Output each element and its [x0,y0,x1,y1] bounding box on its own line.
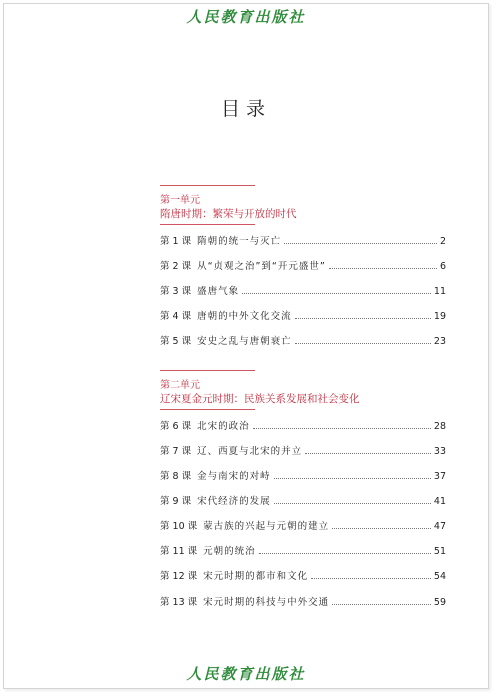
toc-entry[interactable] [160,594,446,608]
lesson-number: 第 10 课 [160,521,198,532]
dot-leader [329,268,437,269]
dot-leader [311,578,431,579]
unit-top-rule [160,370,255,371]
unit-subtitle: 辽宋夏金元时期：民族关系发展和社会变化 [160,393,360,405]
page-number: 2 [439,236,446,247]
toc-entry[interactable] [160,258,446,272]
publisher-logo-top: 人民教育出版社 [186,8,306,26]
page-number: 23 [433,336,446,347]
dot-leader [295,343,431,344]
lesson-title: 蒙古族的兴起与元朝的建立 [203,521,330,532]
toc-entry[interactable] [160,543,446,557]
toc-entry[interactable] [160,333,446,347]
unit-name: 第一单元 [160,195,200,206]
lesson-number: 第 12 课 [160,571,198,582]
publisher-logo-bottom: 人民教育出版社 [186,665,306,683]
dot-leader [332,604,431,605]
page-number: 11 [433,286,446,297]
lesson-title: 宋代经济的发展 [197,496,271,507]
page-title: 目录 [220,98,271,120]
toc-entry[interactable] [160,493,446,507]
toc-entry[interactable] [160,233,446,247]
lesson-title: 金与南宋的对峙 [197,471,271,482]
unit-header-2 [160,370,450,410]
lesson-title: 唐朝的中外文化交流 [197,311,292,322]
lesson-number: 第 4 课 [160,311,192,322]
dot-leader [242,293,431,294]
lesson-number: 第 13 课 [160,597,198,608]
dot-leader [295,318,431,319]
unit-name: 第二单元 [160,380,200,391]
page-number: 51 [433,546,446,557]
lesson-title: 从“贞观之治”到“开元盛世” [197,261,326,272]
lesson-number: 第 5 课 [160,336,192,347]
lesson-title: 宋元时期的都市和文化 [203,571,309,582]
page-number: 19 [433,311,446,322]
dot-leader [284,243,437,244]
page-number: 6 [439,261,446,272]
lesson-number: 第 1 课 [160,236,192,247]
unit-header-1 [160,185,450,225]
lesson-title: 北宋的政治 [197,421,250,432]
page-number: 33 [433,446,446,457]
toc-entry[interactable] [160,283,446,297]
lesson-number: 第 8 课 [160,471,192,482]
page-number: 37 [433,471,446,482]
dot-leader [305,453,431,454]
unit-bottom-rule [160,409,255,410]
lesson-number: 第 3 课 [160,286,192,297]
page-number: 47 [433,521,446,532]
unit-subtitle: 隋唐时期：繁荣与开放的时代 [160,208,297,220]
page-number: 28 [433,421,446,432]
lesson-number: 第 6 课 [160,421,192,432]
dot-leader [253,428,431,429]
lesson-number: 第 7 课 [160,446,192,457]
toc-entry[interactable] [160,443,446,457]
toc-entry[interactable] [160,568,446,582]
lesson-number: 第 2 课 [160,261,192,272]
toc-entry[interactable] [160,468,446,482]
page-number: 59 [433,597,446,608]
toc-entry[interactable] [160,418,446,432]
lesson-title: 辽、西夏与北宋的并立 [197,446,303,457]
dot-leader [332,528,431,529]
lesson-title: 安史之乱与唐朝衰亡 [197,336,292,347]
lesson-title: 宋元时期的科技与中外交通 [203,597,330,608]
unit-bottom-rule [160,224,255,225]
lesson-number: 第 11 课 [160,546,198,557]
page-number: 41 [433,496,446,507]
toc-entry[interactable] [160,308,446,322]
lesson-title: 元朝的统治 [203,546,256,557]
unit-top-rule [160,185,255,186]
lesson-title: 盛唐气象 [197,286,240,297]
dot-leader [274,503,431,504]
page-number: 54 [433,571,446,582]
lesson-title: 隋朝的统一与灭亡 [197,236,282,247]
toc-entry[interactable] [160,518,446,532]
dot-leader [274,478,431,479]
dot-leader [259,553,431,554]
lesson-number: 第 9 课 [160,496,192,507]
